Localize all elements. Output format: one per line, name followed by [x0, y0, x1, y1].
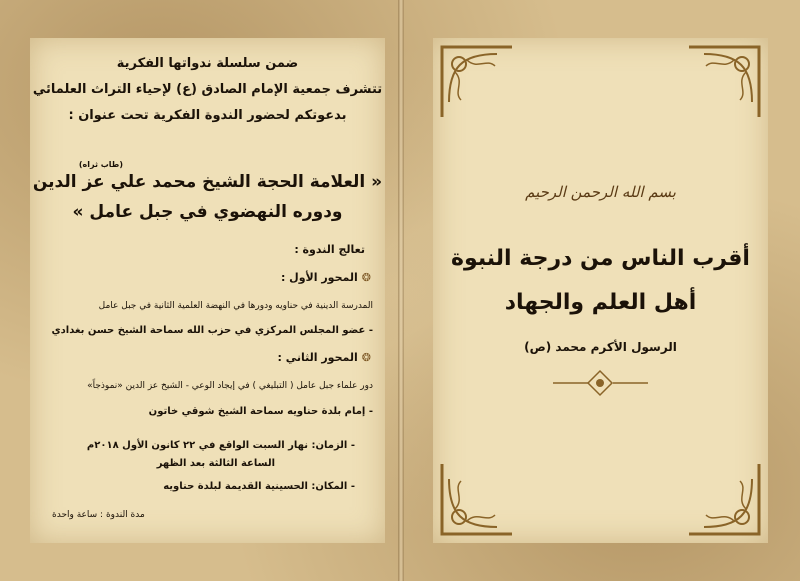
axis2-heading-text: المحور الثاني :	[277, 351, 358, 364]
honorific-note: (طاب ثراه)	[78, 160, 123, 169]
ornament-bullet-icon: ❂	[361, 271, 371, 284]
axis1-topic: المدرسة الدينية في حناويه ودورها في النهضة العلمية الثانية في جبل عامل	[98, 301, 373, 311]
invitation-text-panel	[30, 38, 385, 543]
seminar-title-line2: ودوره النهضوي في جبل عامل »	[72, 202, 343, 222]
quote-line2: أهل العلم والجهاد	[504, 290, 697, 315]
divider-ornament-icon	[553, 368, 648, 398]
seminar-title-line1: « العلامة الحجة الشيخ محمد علي عز الدين	[32, 172, 383, 192]
axis1-heading	[30, 271, 371, 284]
corner-ornament-icon	[437, 42, 517, 122]
association-line: تتشرف جمعية الإمام الصادق (ع) لإحياء التراث العلمائي	[32, 82, 383, 97]
corner-ornament-icon	[684, 459, 764, 539]
seminar-duration: مدة الندوة : ساعة واحدة	[52, 510, 145, 520]
axis2-heading	[30, 351, 371, 364]
axis2-speaker: - إمام بلدة حناويه سماحة الشيخ شوقي خاتون	[148, 406, 373, 417]
quote-line1: أقرب الناس من درجة النبوة	[451, 246, 750, 271]
agenda-heading: تعالج الندوة :	[294, 243, 365, 256]
invitation-line: بدعوتكم لحضور الندوة الفكرية تحت عنوان :	[68, 108, 347, 123]
event-hour: الساعة الثالثة بعد الظهر	[156, 458, 275, 469]
event-place: - المكان: الحسينية القديمة لبلدة حناويه	[163, 481, 355, 492]
corner-ornament-icon	[437, 459, 517, 539]
event-time: - الزمان: نهار السبت الواقع في ٢٢ كانون الأول ٢٠١٨م	[86, 440, 355, 451]
center-fold	[398, 0, 404, 581]
axis1-speaker: - عضو المجلس المركزي في حزب الله سماحة الشيخ حسن بغدادي	[51, 325, 373, 336]
series-line: ضمن سلسلة ندواتها الفكرية	[116, 56, 299, 71]
basmala-calligraphy: بسم الله الرحمن الرحيم	[525, 183, 676, 201]
corner-ornament-icon	[684, 42, 764, 122]
ornament-bullet-icon: ❂	[361, 351, 371, 364]
quote-attribution: الرسول الأكرم محمد (ص)	[524, 340, 677, 354]
axis1-heading-text: المحور الأول :	[280, 271, 358, 284]
axis2-topic: دور علماء جبل عامل ( التبليغي ) في إيجاد الوعي - الشيخ عز الدين «نموذجاً»	[87, 381, 373, 391]
cover-panel	[433, 38, 768, 543]
